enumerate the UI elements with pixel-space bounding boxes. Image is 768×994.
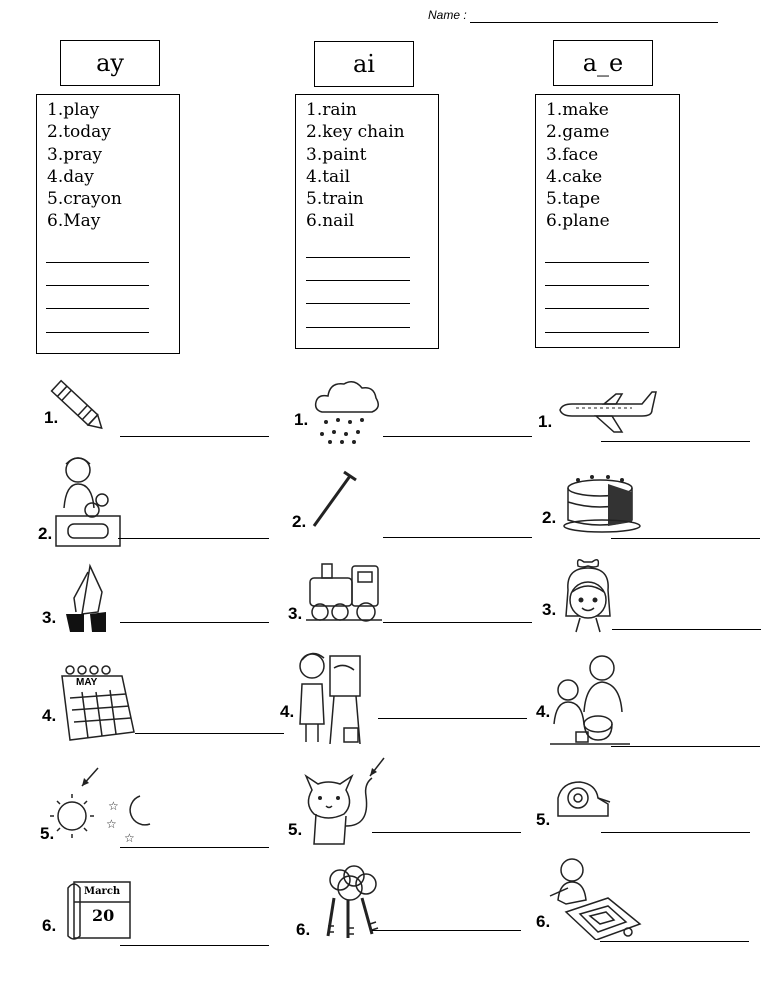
heading-a_e: a_e <box>553 40 653 86</box>
boy-painting-icon <box>294 644 368 748</box>
answer-blank[interactable] <box>135 733 284 734</box>
list-item: 3.paint <box>306 144 367 165</box>
answer-blank[interactable] <box>611 538 760 539</box>
calendar-month: March <box>84 886 121 897</box>
answer-blank[interactable] <box>383 436 532 437</box>
picture-number: 5. <box>536 810 551 829</box>
answer-blank[interactable] <box>611 746 760 747</box>
name-line[interactable] <box>470 22 718 23</box>
answer-blank[interactable] <box>601 441 750 442</box>
list-item: 4.cake <box>546 166 603 187</box>
name-label: Name : <box>428 8 467 22</box>
picture-number: 3. <box>42 608 57 627</box>
answer-blank[interactable] <box>120 622 269 623</box>
cat-tail-icon <box>300 756 390 850</box>
cake-icon <box>562 472 644 534</box>
list-item: 2.today <box>47 122 111 143</box>
svg-text:☆: ☆ <box>106 817 117 831</box>
picture-number: 4. <box>536 702 551 721</box>
answer-blank[interactable] <box>120 847 269 848</box>
picture-number: 3. <box>288 604 303 623</box>
answer-blank[interactable] <box>601 832 750 833</box>
heading-ay: ay <box>60 40 160 86</box>
sort-blank[interactable] <box>545 262 649 263</box>
airplane-icon <box>556 388 660 436</box>
crayon-icon <box>46 376 112 438</box>
answer-blank[interactable] <box>120 436 269 437</box>
list-item: 1.rain <box>306 100 357 120</box>
picture-number: 3. <box>542 600 557 619</box>
sort-blank[interactable] <box>46 285 149 286</box>
sort-blank[interactable] <box>46 332 149 333</box>
praying-hands-icon <box>62 562 110 634</box>
list-item: 3.pray <box>47 144 102 165</box>
sun-and-moon-icon <box>50 766 158 846</box>
list-item: 5.tape <box>546 189 601 210</box>
svg-text:☆: ☆ <box>108 799 119 813</box>
word-box-ai <box>295 94 439 349</box>
sort-blank[interactable] <box>306 327 410 328</box>
answer-blank[interactable] <box>372 930 521 931</box>
picture-number: 5. <box>288 820 303 839</box>
children-baking-icon <box>546 652 632 748</box>
sort-blank[interactable] <box>46 262 149 263</box>
sort-blank[interactable] <box>545 285 649 286</box>
sort-blank[interactable] <box>306 257 410 258</box>
rain-cloud-icon <box>312 376 382 446</box>
picture-number: 1. <box>294 410 309 429</box>
picture-number: 1. <box>44 408 59 427</box>
answer-blank[interactable] <box>600 941 749 942</box>
picture-number: 2. <box>292 512 307 531</box>
list-item: 2.key chain <box>306 122 405 143</box>
list-item: 5.train <box>306 189 364 210</box>
sort-blank[interactable] <box>306 303 410 304</box>
list-item: 4.day <box>47 166 94 187</box>
girl-face-icon <box>562 556 616 636</box>
tape-dispenser-icon <box>554 776 612 824</box>
answer-blank[interactable] <box>120 945 269 946</box>
picture-number: 2. <box>38 524 53 543</box>
picture-number: 5. <box>40 824 55 843</box>
may-calendar-icon <box>56 662 136 744</box>
toy-train-icon <box>306 560 384 624</box>
sort-blank[interactable] <box>306 280 410 281</box>
march-calendar-icon <box>64 874 138 942</box>
boy-with-toys-icon <box>52 452 128 548</box>
calendar-month-label: MAY <box>76 677 98 688</box>
list-item: 6.May <box>47 211 101 232</box>
list-item: 4.tail <box>306 166 351 187</box>
list-item: 6.nail <box>306 211 355 232</box>
list-item: 2.game <box>546 122 610 143</box>
picture-number: 6. <box>536 912 551 931</box>
picture-number: 6. <box>42 916 57 935</box>
sort-blank[interactable] <box>46 308 149 309</box>
child-board-game-icon <box>546 854 646 940</box>
answer-blank[interactable] <box>383 537 532 538</box>
picture-number: 2. <box>542 508 557 527</box>
answer-blank[interactable] <box>383 622 532 623</box>
list-item: 1.make <box>546 100 609 120</box>
answer-blank[interactable] <box>372 832 521 833</box>
answer-blank[interactable] <box>378 718 527 719</box>
list-item: 6.plane <box>546 211 610 232</box>
nail-icon <box>308 470 358 530</box>
svg-text:☆: ☆ <box>124 831 135 845</box>
word-box-a_e <box>535 94 680 348</box>
picture-number: 4. <box>42 706 57 725</box>
list-item: 5.crayon <box>47 189 122 210</box>
calendar-day: 20 <box>92 906 115 925</box>
sort-blank[interactable] <box>545 332 649 333</box>
sort-blank[interactable] <box>545 308 649 309</box>
heading-ai: ai <box>314 41 414 87</box>
picture-number: 6. <box>296 920 311 939</box>
word-box-ay <box>36 94 180 354</box>
list-item: 3.face <box>546 144 599 165</box>
list-item: 1.play <box>47 100 100 120</box>
answer-blank[interactable] <box>612 629 761 630</box>
picture-number: 1. <box>538 412 553 431</box>
picture-number: 4. <box>280 702 295 721</box>
answer-blank[interactable] <box>118 538 269 539</box>
